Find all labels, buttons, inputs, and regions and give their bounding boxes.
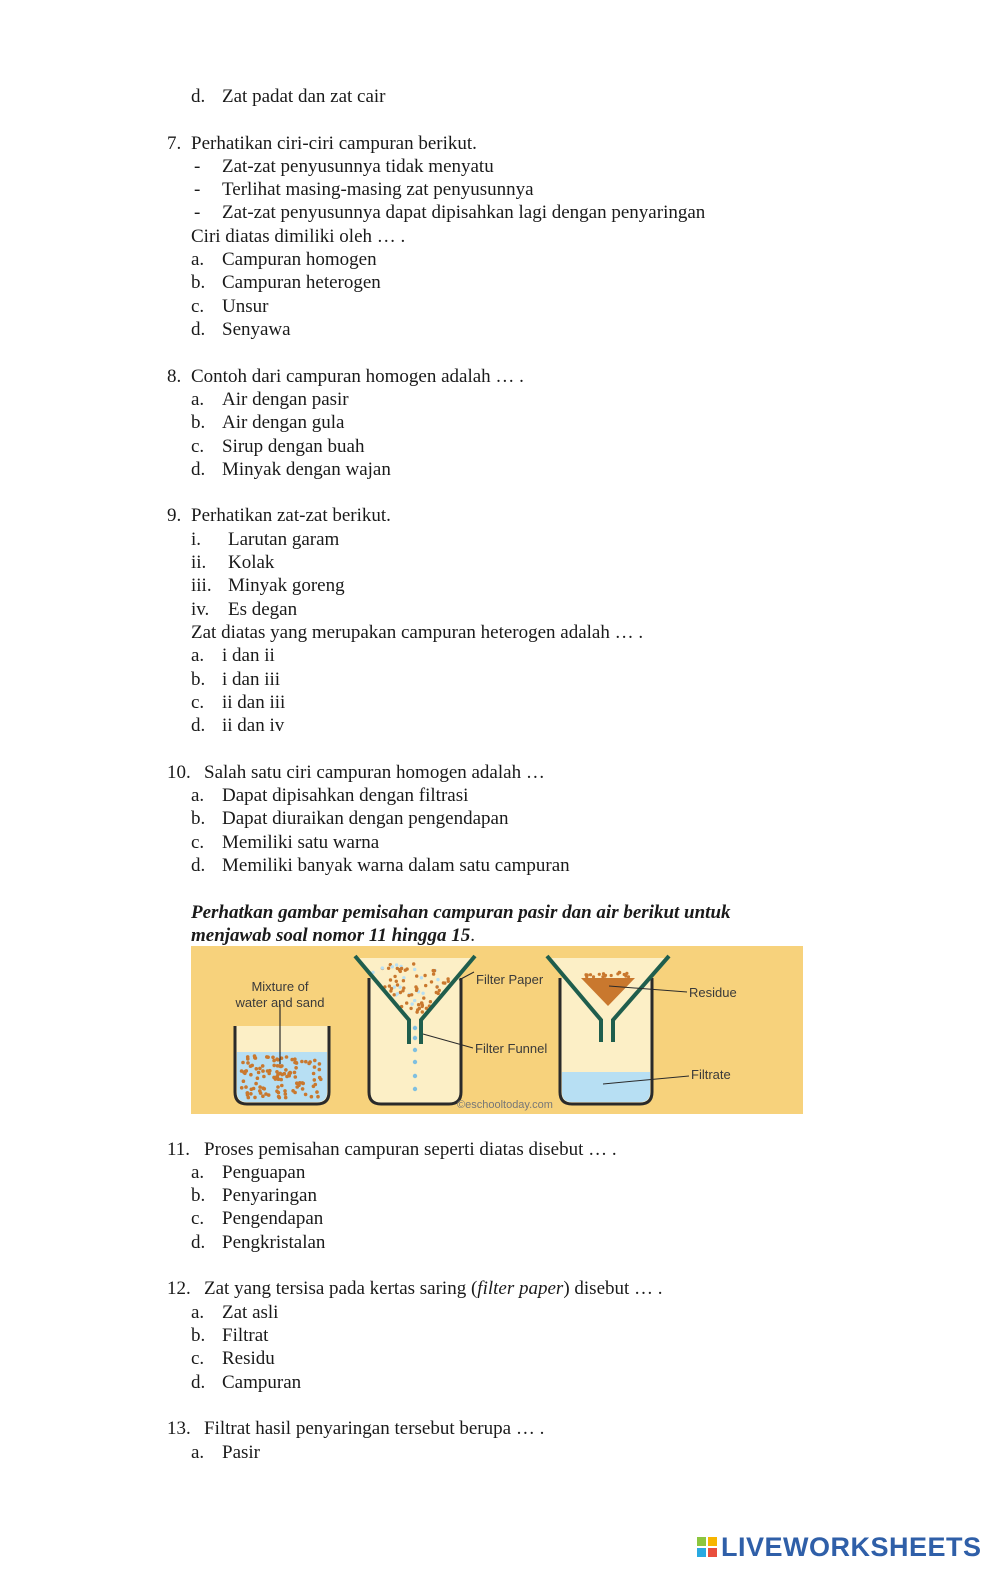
option-text: Air dengan pasir: [222, 389, 349, 410]
option-marker: b.: [191, 808, 206, 829]
option-marker: d.: [191, 1372, 206, 1393]
sand-particle: [418, 1007, 421, 1010]
sand-particle: [402, 986, 405, 989]
option-text: ii dan iii: [222, 692, 286, 713]
option-text: Air dengan gula: [222, 412, 345, 433]
sand-particle: [393, 993, 396, 996]
sand-particle: [261, 1069, 265, 1073]
logo-square: [708, 1537, 717, 1546]
item-text: Larutan garam: [228, 529, 340, 550]
sand-particle: [315, 1090, 319, 1094]
sand-particle: [254, 1082, 258, 1086]
option-text: Pasir: [222, 1442, 260, 1463]
option-marker: b.: [191, 669, 206, 690]
filtrate-liquid: [562, 1072, 650, 1102]
sand-particle: [242, 1079, 246, 1083]
sand-particle: [272, 1064, 276, 1068]
question-text: Salah satu ciri campuran homogen adalah …: [204, 762, 545, 783]
sand-particle: [402, 976, 405, 979]
sand-particle: [280, 1073, 284, 1077]
sand-particle: [422, 996, 425, 999]
instruction-line-2: [191, 924, 475, 947]
sand-particle: [271, 1056, 275, 1060]
bullet-text: Zat-zat penyusunnya tidak menyatu: [222, 156, 494, 177]
water-drip: [413, 1036, 417, 1040]
sand-particle: [276, 1085, 280, 1089]
sand-particle: [249, 1092, 253, 1096]
sand-particle: [285, 1055, 289, 1059]
bullet-marker: -: [194, 156, 201, 177]
logo-square: [697, 1548, 706, 1557]
sand-particle: [399, 991, 402, 994]
sand-particle: [398, 968, 401, 971]
option-text: Memiliki banyak warna dalam satu campuran: [222, 855, 570, 876]
water-drip: [413, 1060, 417, 1064]
option-marker: c.: [191, 1208, 205, 1229]
sand-particle: [290, 1058, 294, 1062]
liveworksheets-brand[interactable]: [697, 1532, 982, 1562]
option-marker: c.: [191, 436, 205, 457]
sand-particle: [249, 1073, 253, 1077]
option-marker: b.: [191, 1325, 206, 1346]
option-marker: b.: [191, 272, 206, 293]
sand-particle: [313, 1078, 317, 1082]
option-text: Campuran heterogen: [222, 272, 381, 293]
bullet-text: Zat-zat penyusunnya dapat dipisahkan lagi dengan penyaringan: [222, 202, 706, 223]
sand-particle: [255, 1067, 259, 1071]
sand-particle: [393, 975, 396, 978]
option-marker: d.: [191, 855, 206, 876]
sand-particle: [298, 1081, 302, 1085]
option-text: Penguapan: [222, 1162, 306, 1183]
option-marker: a.: [191, 1162, 205, 1183]
bullet-marker: -: [194, 202, 201, 223]
option-marker: a.: [191, 1442, 205, 1463]
sand-particle: [405, 967, 408, 970]
option-text: i dan ii: [222, 645, 275, 666]
instruction-line-2-text: menjawab soal nomor 11 hingga 15: [191, 925, 471, 946]
question-text: Filtrat hasil penyaringan tersebut berupa … .: [204, 1418, 545, 1439]
sand-particle: [278, 1096, 282, 1100]
residue-label: Residue: [689, 985, 737, 1000]
question-number: 8.: [167, 366, 182, 387]
sand-particle: [312, 1085, 316, 1089]
sand-particle: [318, 1076, 322, 1080]
sand-particle: [390, 987, 393, 990]
option-marker: d.: [191, 1232, 206, 1253]
sand-particle: [318, 1062, 322, 1066]
sand-particle: [420, 1001, 423, 1004]
sand-particle: [261, 1094, 265, 1098]
sand-particle: [294, 1075, 298, 1079]
sand-particle: [414, 985, 417, 988]
sand-particle: [412, 962, 415, 965]
item-text: Minyak goreng: [228, 575, 345, 596]
sand-particle: [435, 991, 438, 994]
sand-particle: [293, 1071, 297, 1075]
sand-particle: [312, 1072, 316, 1076]
sand-particle: [244, 1085, 248, 1089]
option-marker: c.: [191, 832, 205, 853]
option-marker: c.: [191, 1348, 205, 1369]
sand-particle: [253, 1054, 257, 1058]
question-number: 9.: [167, 505, 182, 526]
sand-particle: [417, 1003, 420, 1006]
sand-particle: [310, 1095, 314, 1099]
option-marker: b.: [191, 1185, 206, 1206]
residue-particle: [585, 975, 588, 978]
sand-particle: [280, 1084, 284, 1088]
option-marker: c.: [191, 296, 205, 317]
bullet-text: Terlihat masing-masing zat penyusunnya: [222, 179, 534, 200]
sand-particle: [420, 976, 423, 979]
instruction-line-1: Perhatkan gambar pemisahan campuran pasir dan air berikut untuk: [191, 902, 731, 923]
question-number: 10.: [167, 762, 191, 783]
sand-particle: [246, 1061, 250, 1065]
sand-particle: [287, 1074, 291, 1078]
sand-particle: [410, 993, 413, 996]
sand-particle: [301, 1087, 305, 1091]
option-text: ii dan iv: [222, 715, 285, 736]
sand-particle: [256, 1076, 260, 1080]
sand-particle: [258, 1089, 262, 1093]
sand-particle: [405, 1001, 408, 1004]
sand-particle: [432, 972, 435, 975]
option-marker: a.: [191, 1302, 205, 1323]
option-text: Dapat dipisahkan dengan filtrasi: [222, 785, 469, 806]
sand-particle: [264, 1092, 268, 1096]
credit-text: ©eschooltoday.com: [457, 1099, 553, 1111]
residue-particle: [618, 971, 621, 974]
sand-particle: [395, 980, 398, 983]
sand-particle: [253, 1096, 257, 1100]
sand-particle: [436, 978, 439, 981]
water-drip: [413, 1026, 417, 1030]
sand-particle: [275, 1070, 279, 1074]
sand-particle: [421, 1005, 424, 1008]
sand-particle: [307, 1062, 311, 1066]
sand-particle: [429, 1000, 432, 1003]
question-number: 12.: [167, 1278, 191, 1299]
sand-particle: [411, 1002, 414, 1005]
option-marker: d.: [191, 319, 206, 340]
option-text: Zat padat dan zat cair: [222, 86, 386, 107]
option-marker: a.: [191, 785, 205, 806]
sand-particle: [275, 1057, 279, 1061]
item-marker: iv.: [191, 599, 210, 620]
question-number: 11.: [167, 1139, 191, 1160]
option-text: Pengkristalan: [222, 1232, 326, 1253]
item-marker: ii.: [191, 552, 207, 573]
option-text: Filtrat: [222, 1325, 269, 1346]
sand-particle: [409, 1007, 412, 1010]
sand-particle: [402, 979, 405, 982]
sand-particle: [246, 1091, 250, 1095]
question-number: 7.: [167, 133, 182, 154]
sand-particle: [300, 1060, 304, 1064]
q12-stem-start: Zat yang tersisa pada kertas saring (: [204, 1278, 478, 1299]
filter-paper-label: Filter Paper: [476, 972, 544, 987]
residue-particle: [592, 975, 595, 978]
logo-square: [697, 1537, 706, 1546]
option-marker: c.: [191, 692, 205, 713]
sand-particle: [258, 1067, 262, 1071]
sand-particle: [424, 984, 427, 987]
sand-particle: [432, 969, 435, 972]
sand-particle: [284, 1096, 288, 1100]
item-marker: i.: [191, 529, 202, 550]
water-drip: [413, 1074, 417, 1078]
q12-stem-italic: filter paper: [477, 1278, 564, 1299]
sand-particle: [250, 1088, 254, 1092]
option-marker: a.: [191, 249, 205, 270]
instruction-period: .: [470, 925, 476, 946]
sand-particle: [304, 1060, 308, 1064]
question-text: Perhatikan ciri-ciri campuran berikut.: [191, 133, 477, 154]
sand-particle: [279, 1065, 283, 1069]
option-text: Memiliki satu warna: [222, 832, 380, 853]
residue-particle: [623, 973, 626, 976]
option-text: Unsur: [222, 296, 269, 317]
option-marker: a.: [191, 389, 205, 410]
sand-particle: [277, 1077, 281, 1081]
item-marker: iii.: [191, 575, 212, 596]
option-marker: b.: [191, 412, 206, 433]
sand-particle: [242, 1071, 246, 1075]
sand-particle: [446, 977, 449, 980]
brand-name: LIVEWORKSHEETS: [721, 1531, 982, 1562]
sand-particle: [283, 1089, 287, 1093]
residue-particle: [598, 973, 601, 976]
option-text: Pengendapan: [222, 1208, 324, 1229]
sand-particle: [438, 989, 441, 992]
logo-square: [708, 1548, 717, 1557]
sand-particle: [423, 974, 426, 977]
sand-particle: [267, 1072, 271, 1076]
option-text: Dapat diuraikan dengan pengendapan: [222, 808, 509, 829]
option-marker: d.: [191, 86, 206, 107]
sand-particle: [257, 1071, 261, 1075]
question-text: Perhatikan zat-zat berikut.: [191, 505, 391, 526]
sand-particle: [240, 1086, 244, 1090]
question-text: Proses pemisahan campuran seperti diatas disebut … .: [204, 1139, 617, 1160]
sand-particle: [288, 1071, 292, 1075]
sand-particle: [396, 992, 399, 995]
residue-particle: [601, 975, 604, 978]
sand-particle: [421, 1010, 424, 1013]
option-text: i dan iii: [222, 669, 281, 690]
question-text: [204, 1278, 663, 1300]
sand-particle: [258, 1085, 262, 1089]
sand-particle: [247, 1096, 251, 1100]
sand-particle: [266, 1055, 270, 1059]
water-drip: [413, 1087, 417, 1091]
residue-particle: [589, 973, 592, 976]
sand-particle: [291, 1089, 295, 1093]
sand-particle: [250, 1064, 254, 1068]
sand-particle: [246, 1057, 250, 1061]
filtrate-label: Filtrate: [691, 1067, 731, 1082]
sand-particle: [389, 978, 392, 981]
option-text: Zat asli: [222, 1302, 279, 1323]
option-marker: a.: [191, 645, 205, 666]
bullet-marker: -: [194, 179, 201, 200]
sand-particle: [415, 974, 418, 977]
sand-particle: [435, 985, 438, 988]
item-text: Es degan: [228, 599, 298, 620]
sand-particle: [272, 1076, 276, 1080]
sand-particle: [295, 1061, 299, 1065]
mixture-label-line-1: Mixture of: [251, 979, 309, 994]
option-text: Sirup dengan buah: [222, 436, 365, 457]
sand-particle: [316, 1095, 320, 1099]
sand-particle: [261, 1064, 265, 1068]
option-text: Penyaringan: [222, 1185, 317, 1206]
sand-particle: [304, 1093, 308, 1097]
sand-particle: [261, 1086, 265, 1090]
option-text: Campuran: [222, 1372, 302, 1393]
question-text: Zat diatas yang merupakan campuran heterogen adalah … .: [191, 622, 644, 643]
sand-particle: [413, 968, 416, 971]
item-text: Kolak: [228, 552, 275, 573]
sand-particle: [391, 965, 394, 968]
sand-particle: [421, 992, 424, 995]
filtration-diagram: [191, 946, 803, 1114]
filter-funnel-label: Filter Funnel: [475, 1041, 548, 1056]
option-text: Minyak dengan wajan: [222, 459, 391, 480]
sand-particle: [284, 1068, 288, 1072]
sand-particle: [313, 1059, 317, 1063]
liveworksheets-logo-icon: [697, 1537, 717, 1557]
q12-stem-end: ) disebut … .: [563, 1278, 663, 1299]
sand-particle: [395, 963, 398, 966]
option-marker: d.: [191, 459, 206, 480]
sand-particle: [241, 1061, 245, 1065]
sand-particle: [442, 981, 445, 984]
option-marker: d.: [191, 715, 206, 736]
question-text: Contoh dari campuran homogen adalah … .: [191, 366, 524, 387]
water-drip: [413, 1048, 417, 1052]
sand-particle: [294, 1066, 298, 1070]
sand-particle: [277, 1091, 281, 1095]
sand-particle: [398, 986, 401, 989]
sand-particle: [396, 983, 399, 986]
residue-particle: [610, 974, 613, 977]
sand-particle: [313, 1065, 317, 1069]
option-text: Residu: [222, 1348, 275, 1369]
sand-particle: [415, 1010, 418, 1013]
sand-particle: [430, 980, 433, 983]
option-text: Senyawa: [222, 319, 291, 340]
sand-particle: [318, 1068, 322, 1072]
sand-particle: [413, 999, 416, 1002]
question-number: 13.: [167, 1418, 191, 1439]
option-text: Campuran homogen: [222, 249, 377, 270]
mixture-label-line-2: water and sand: [235, 995, 325, 1010]
sand-particle: [387, 967, 390, 970]
question-text: Ciri diatas dimiliki oleh … .: [191, 226, 406, 247]
sand-particle: [284, 1092, 288, 1096]
sand-particle: [262, 1075, 266, 1079]
sand-particle: [381, 966, 384, 969]
